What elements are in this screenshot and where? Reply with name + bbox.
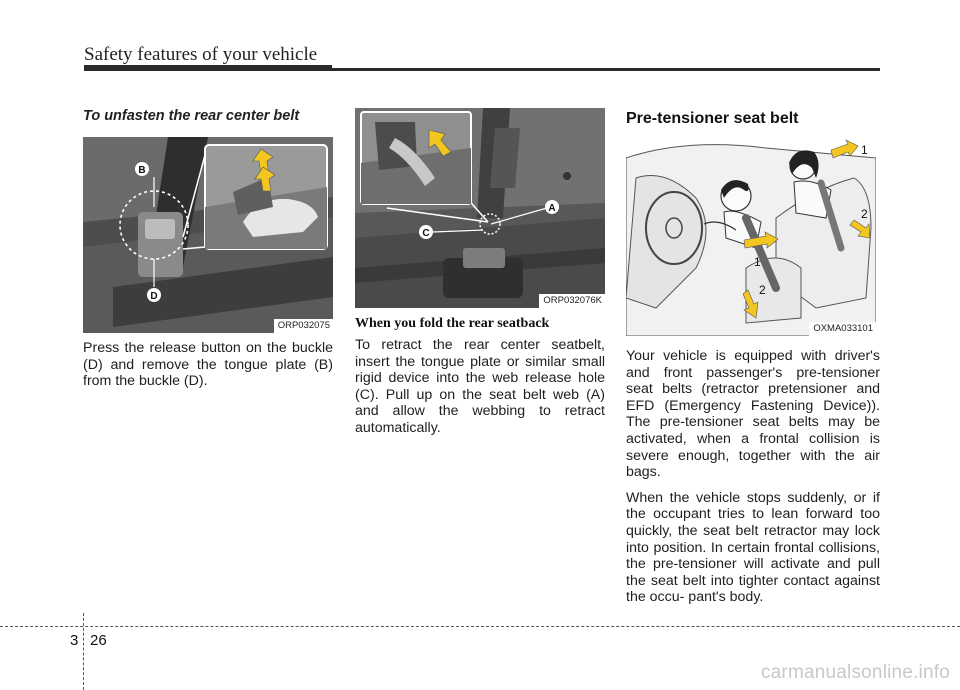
- illustration-pretensioner-occupants: [626, 138, 876, 336]
- page-header-title: Safety features of your vehicle: [84, 44, 318, 65]
- paragraph-pretensioner-equipped: Your vehicle is equipped with driver's and front passenger's pre-tensioner seat belts (retractor pretensioner and EFD (Emergency Fastening Device)). The pre-tensioner seat belts may be activated, when a frontal collision is severe enough, together with the air bags.: [626, 348, 880, 481]
- figure-label-C: C: [422, 228, 430, 239]
- figure-label-2-lower: 2: [759, 283, 766, 297]
- figure-label-D: D: [150, 291, 158, 302]
- figure-code-OXMA033101: OXMA033101: [809, 322, 876, 336]
- header-rule: [84, 68, 880, 71]
- figure-release-buckle: [83, 137, 333, 333]
- illustration-web-release-hole: [355, 108, 605, 308]
- figure-code-ORP032076K: ORP032076K: [539, 294, 605, 308]
- heading-pretensioner-seat-belt: Pre-tensioner seat belt: [626, 110, 799, 127]
- footer-divider: [83, 613, 84, 690]
- column-unfasten-center-belt: [83, 108, 333, 399]
- figure-pretensioner: [626, 138, 876, 336]
- chapter-number: 3: [70, 632, 79, 649]
- figure-label-2-upper: 2: [861, 207, 868, 221]
- watermark: carmanualsonline.info: [760, 662, 950, 683]
- paragraph-release-buckle: Press the release button on the buckle (D) and remove the tongue plate (B) from the buckle (D).: [83, 340, 333, 390]
- paragraph-pretensioner-activation: When the vehicle stops suddenly, or if the occupant tries to lean forward too quickly, the seat belt retractor may lock into position. In certain frontal collisions, the pre-tensioner will activate and pull the seat belt into tighter contact against the occu- pant's body.: [626, 489, 880, 606]
- illustration-buckle-release: [83, 137, 333, 333]
- heading-fold-rear-seatback: When you fold the rear seatback: [355, 316, 550, 331]
- column-pretensioner: [626, 108, 880, 615]
- page-number: 26: [90, 632, 107, 649]
- column-fold-rear-seatback: [355, 108, 605, 446]
- paragraph-retract-center-seatbelt: To retract the rear center seatbelt, insert the tongue plate or similar small rigid device into the web release hole (C). Pull up on the seat belt web (A) and allow the webbing to retract automatically.: [355, 337, 605, 436]
- figure-code-ORP032075: ORP032075: [274, 319, 333, 333]
- figure-label-1-lower: 1: [754, 255, 761, 269]
- figure-label-B: B: [138, 165, 146, 176]
- figure-label-1-upper: 1: [861, 143, 868, 157]
- subheading-unfasten-rear-center-belt: To unfasten the rear center belt: [83, 108, 300, 124]
- figure-label-A: A: [548, 203, 556, 214]
- footer-rule: [0, 626, 960, 627]
- figure-web-release: [355, 108, 605, 308]
